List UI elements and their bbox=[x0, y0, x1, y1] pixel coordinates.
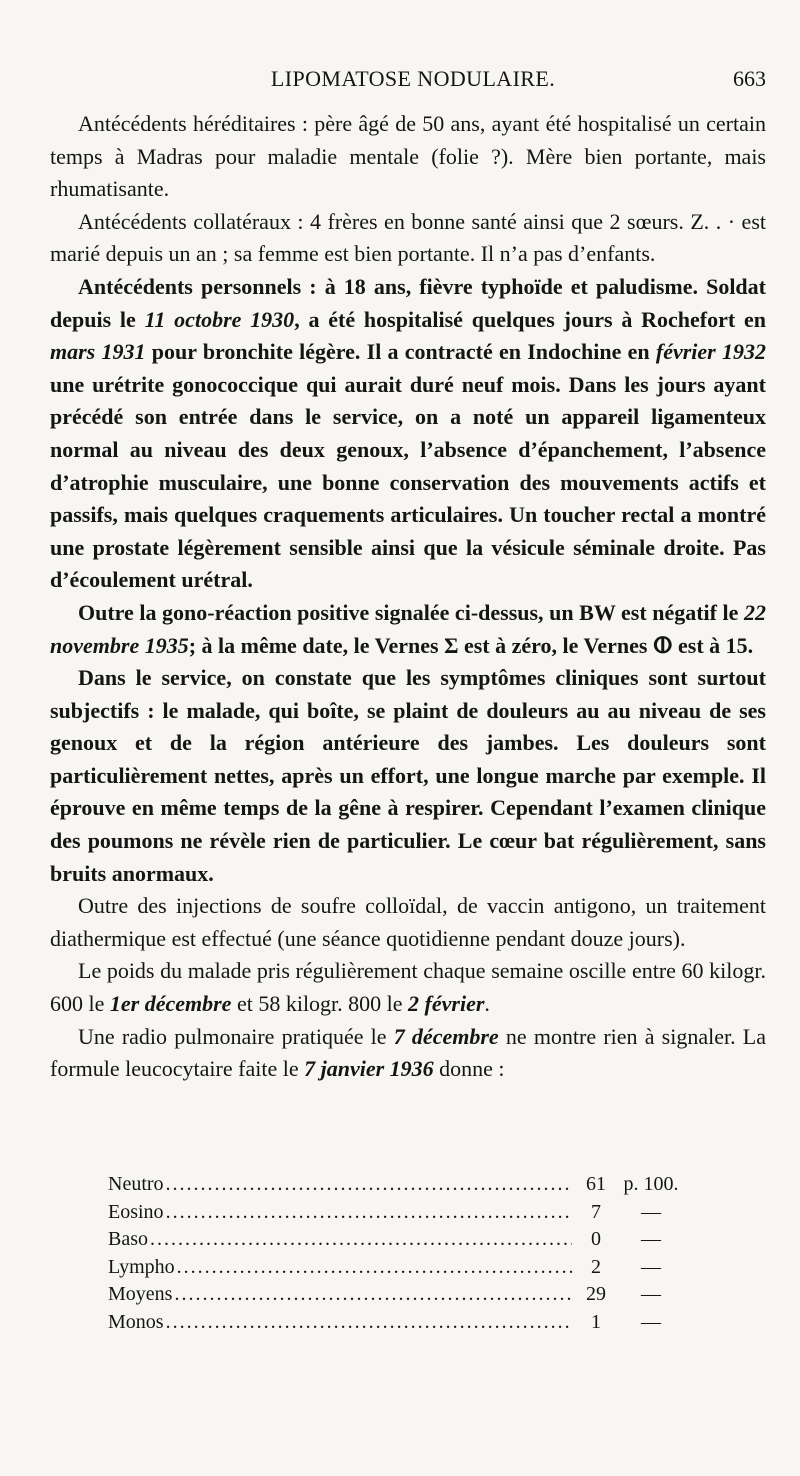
paragraph bbox=[50, 206, 766, 271]
text-segment: Antécédents personnels : à 18 ans, fièvre typhoïde et paludisme. Soldat depuis le bbox=[50, 273, 766, 332]
text-segment: Dans le service, on constate que les symptômes cliniques sont surtout subjectifs : le malade, qui boîte, se plaint de douleurs au au niveau de ses genoux et de la région antérieure des jambes. Les douleurs sont particulièrement nettes, après un effort, une longue marche par exemple. Il éprouve en même temps de la gêne à respirer. Cependant l’examen clinique des poumons ne révèle rien de particulier. Le cœur bat régulièrement, sans bruits anormaux. bbox=[50, 665, 766, 886]
text-segment: Une radio pulmonaire pratiquée le bbox=[78, 1023, 394, 1049]
text-segment: ; à la même date, le Vernes Σ est à zéro, le Vernes ⵀ est à 15. bbox=[188, 632, 754, 658]
text-segment: ne montre rien à signaler. La formule leucocytaire faite le bbox=[50, 1023, 766, 1082]
text-segment: Outre des injections de soufre colloïdal, de vaccin antigono, un traitement diathermique est effectué (une séance quotidienne pendant douze jours). bbox=[50, 893, 766, 951]
row-label: Baso bbox=[108, 1228, 148, 1250]
text-segment: donne : bbox=[433, 1056, 505, 1082]
text-segment: pour bronchite légère. Il a contracté en Indochine en bbox=[145, 339, 656, 365]
leader-dots bbox=[166, 1311, 572, 1334]
italic-date: 1er décembre bbox=[109, 991, 232, 1017]
page-number: 663 bbox=[733, 66, 766, 91]
italic-date: 7 janvier 1936 bbox=[304, 1056, 434, 1082]
paragraph bbox=[50, 955, 766, 1020]
italic-date: 11 octobre 1930 bbox=[144, 306, 295, 332]
italic-date: 2 février bbox=[408, 991, 485, 1017]
row-value: 1 bbox=[591, 1310, 601, 1333]
page-header bbox=[60, 66, 766, 100]
text-segment: . bbox=[484, 991, 490, 1017]
leader-dots bbox=[150, 1228, 572, 1251]
table-row bbox=[108, 1256, 688, 1284]
table-row bbox=[108, 1173, 688, 1201]
row-unit: p. 100. bbox=[623, 1173, 679, 1195]
text-segment: Antécédents collatéraux : 4 frères en bonne santé ainsi que 2 sœurs. Z. . · est marié depuis un an ; sa femme est bien portante. Il n’a pas d’enfants. bbox=[50, 208, 766, 267]
row-unit: — bbox=[641, 1255, 661, 1278]
text-segment: une urétrite gonococcique qui aurait duré neuf mois. Dans les jours ayant précédé son entrée dans le service, on a noté un appareil ligamenteux normal au niveau des deux genoux, l’absence d’épanchement, l’absence d’atrophie musculaire, une bonne conservation des mouvements actifs et passifs, mais quelques craquements articulaires. Un toucher rectal a montré une prostate légèrement sensible ainsi que la vésicule séminale droite. Pas d’écoulement urétral. bbox=[50, 371, 766, 593]
paragraph bbox=[50, 597, 766, 662]
body-text bbox=[50, 108, 766, 1086]
row-value: 29 bbox=[586, 1283, 606, 1305]
leader-dots bbox=[166, 1173, 572, 1196]
text-segment: Outre la gono-réaction positive signalée ci-dessus, un BW est négatif le bbox=[78, 599, 744, 625]
running-title: LIPOMATOSE NODULAIRE. bbox=[270, 66, 556, 91]
row-value: 0 bbox=[591, 1228, 601, 1250]
leader-dots bbox=[174, 1283, 572, 1306]
paragraph bbox=[50, 108, 766, 206]
row-value: 7 bbox=[591, 1200, 601, 1223]
table-row bbox=[108, 1283, 688, 1311]
row-label: Neutro bbox=[108, 1173, 164, 1195]
table-row bbox=[108, 1201, 688, 1229]
leukocyte-formula-table bbox=[108, 1173, 688, 1338]
table-row bbox=[108, 1311, 688, 1339]
row-value: 2 bbox=[591, 1255, 601, 1278]
italic-date: 22 novembre 1935 bbox=[50, 599, 766, 658]
paragraph bbox=[50, 890, 766, 955]
row-label: Eosino bbox=[108, 1200, 164, 1223]
row-unit: — bbox=[641, 1228, 661, 1250]
text-segment: et 58 kilogr. 800 le bbox=[231, 991, 409, 1017]
text-segment: Le poids du malade pris régulièrement chaque semaine oscille entre 60 kilogr. 600 le bbox=[50, 958, 766, 1017]
italic-date: février 1932 bbox=[655, 339, 766, 365]
row-value: 61 bbox=[586, 1173, 606, 1195]
paragraph bbox=[50, 662, 766, 890]
row-label: Monos bbox=[108, 1310, 164, 1333]
paragraph bbox=[50, 1021, 766, 1086]
table-row bbox=[108, 1228, 688, 1256]
leader-dots bbox=[177, 1256, 572, 1279]
text-segment: , a été hospitalisé quelques jours à Rochefort en bbox=[294, 306, 766, 332]
row-unit: — bbox=[641, 1200, 661, 1223]
leader-dots bbox=[166, 1201, 572, 1224]
row-label: Lympho bbox=[108, 1255, 175, 1278]
italic-date: mars 1931 bbox=[50, 339, 146, 365]
row-label: Moyens bbox=[108, 1283, 173, 1305]
row-unit: — bbox=[641, 1283, 661, 1305]
row-unit: — bbox=[641, 1310, 661, 1333]
italic-date: 7 décembre bbox=[393, 1023, 499, 1049]
paragraph bbox=[50, 271, 766, 597]
text-segment: Antécédents héréditaires : père âgé de 50 ans, ayant été hospitalisé un certain temps à Madras pour maladie mentale (folie ?). Mère bien portante, mais rhumatisante. bbox=[50, 111, 766, 202]
